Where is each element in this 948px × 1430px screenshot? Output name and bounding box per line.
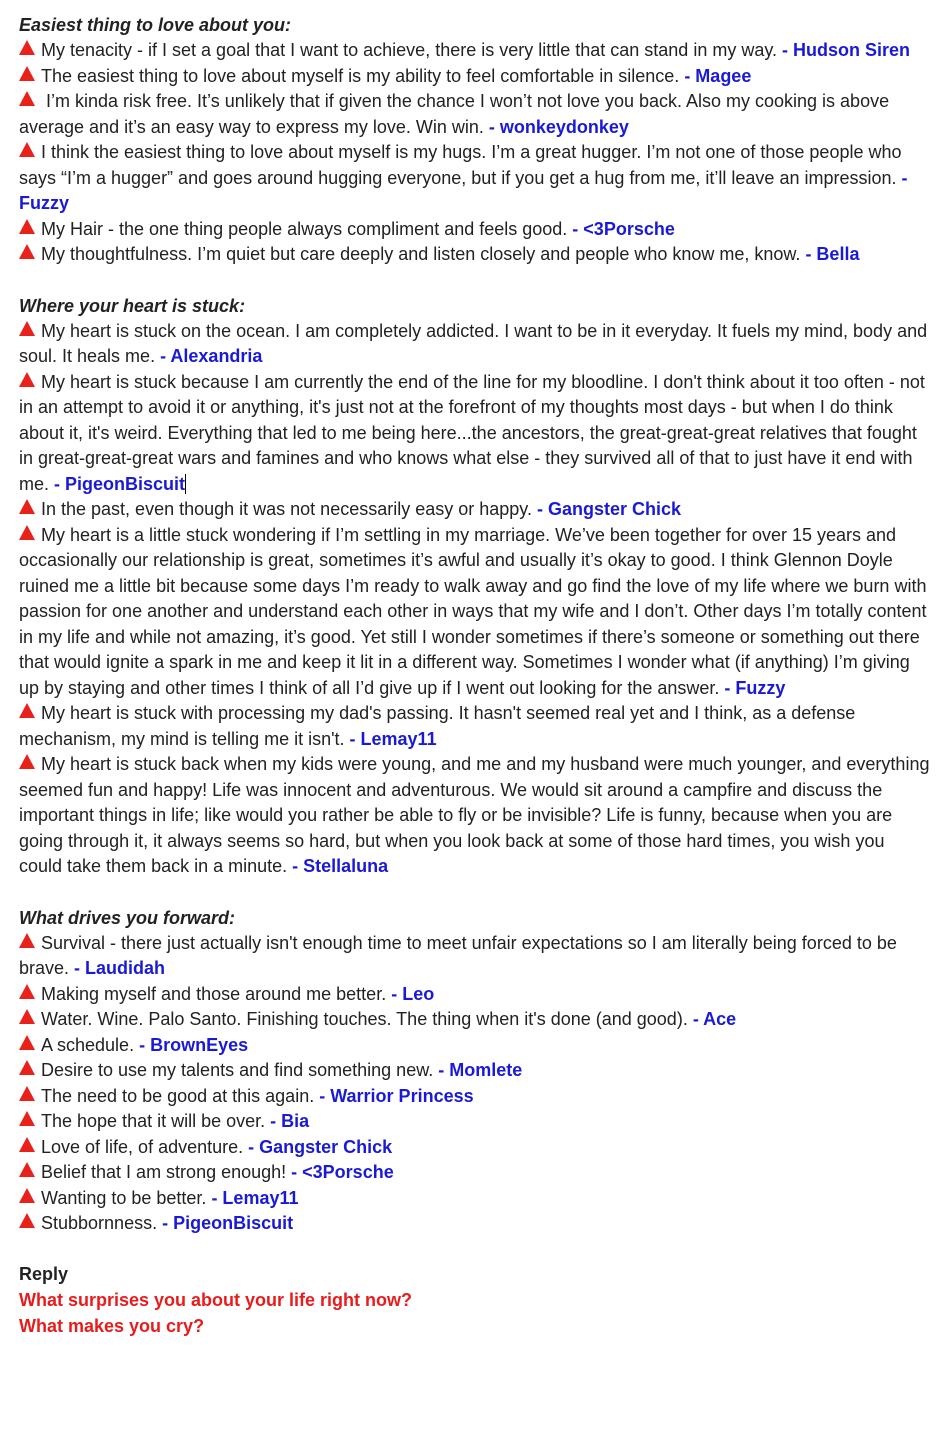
entry-text: Stubbornness.	[41, 1213, 163, 1233]
entry-text: I think the easiest thing to love about myself is my hugs. I’m a great hugger. I’m not one of those people who says “I’m a hugger” and goes around hugging everyone, but if you get a hug from me, it’ll leave an impression.	[19, 142, 902, 188]
entry-author: - Warrior Princess	[319, 1085, 474, 1106]
entry	[19, 982, 930, 1008]
entry-author: - Laudidah	[74, 958, 166, 978]
entry-text: Survival - there just actually isn't enough time to meet unfair expectations so I am literally being forced to be brave.	[19, 932, 897, 978]
entry-text: The easiest thing to love about myself is my ability to feel comfortable in silence.	[41, 65, 685, 86]
red-triangle-icon	[19, 66, 35, 81]
entry	[19, 752, 930, 880]
entry	[19, 1007, 930, 1033]
entry	[19, 523, 930, 702]
entry-text: I’m kinda risk free. It’s unlikely that if given the chance I won’t not love you back. Also my cooking is above average and it’s an easy way to express my love. Win win.	[19, 91, 890, 137]
section-heading: Where your heart is stuck:	[19, 295, 246, 316]
red-triangle-icon	[19, 1137, 35, 1152]
red-triangle-icon	[19, 1162, 35, 1177]
entry-text: Desire to use my talents and find something new.	[41, 1060, 439, 1080]
entry-text: My heart is stuck with processing my dad's passing. It hasn't seemed real yet and I think, as a defense mechanism, my mind is telling me it isn't.	[19, 703, 856, 749]
red-triangle-icon	[19, 984, 35, 999]
entry-author: - Stellaluna	[292, 856, 389, 876]
entry	[19, 1211, 930, 1237]
red-triangle-icon	[19, 1035, 35, 1050]
text-cursor	[185, 474, 186, 494]
entry-author: - Magee	[684, 65, 752, 86]
entry	[19, 319, 930, 370]
reply-question-surprises[interactable]: What surprises you about your life right now?	[19, 1289, 413, 1310]
entry	[19, 1084, 930, 1110]
entry-author: - Alexandria	[160, 346, 263, 366]
entry-author: - <3Porsche	[291, 1162, 394, 1182]
entry	[19, 89, 930, 140]
red-triangle-icon	[19, 1060, 35, 1075]
entry-author: - Lemay11	[211, 1187, 299, 1208]
red-triangle-icon	[19, 1111, 35, 1126]
red-triangle-icon	[19, 372, 35, 387]
entry-text: Making myself and those around me better.	[41, 983, 392, 1004]
entry-author: - Lemay11	[349, 728, 437, 749]
entry-text: Love of life, of adventure.	[41, 1136, 249, 1157]
red-triangle-icon	[19, 91, 35, 106]
entry-text: My thoughtfulness. I’m quiet but care deeply and listen closely and people who know me, know.	[41, 244, 806, 264]
entry-text: Wanting to be better.	[41, 1187, 212, 1208]
entry-author: - Gangster Chick	[248, 1136, 393, 1157]
red-triangle-icon	[19, 244, 35, 259]
section-spacer	[19, 880, 930, 905]
red-triangle-icon	[19, 142, 35, 157]
reply-label: Reply	[19, 1263, 69, 1284]
red-triangle-icon	[19, 933, 35, 948]
entry	[19, 1058, 930, 1084]
entry-text: The need to be good at this again.	[41, 1085, 320, 1106]
entry	[19, 140, 930, 217]
entry-author: - <3Porsche	[572, 218, 675, 239]
entry-author: - Momlete	[438, 1060, 523, 1080]
red-triangle-icon	[19, 40, 35, 55]
entry	[19, 38, 930, 64]
red-triangle-icon	[19, 1213, 35, 1228]
entry	[19, 370, 930, 498]
entry-author: - Fuzzy	[724, 677, 786, 698]
entry	[19, 64, 930, 90]
red-triangle-icon	[19, 499, 35, 514]
entry-text: My Hair - the one thing people always compliment and feels good.	[41, 218, 573, 239]
section-heading: What drives you forward:	[19, 907, 236, 928]
red-triangle-icon	[19, 754, 35, 769]
entry-text: My tenacity - if I set a goal that I want to achieve, there is very little that can stand in my way.	[41, 40, 782, 60]
entry-author: - Gangster Chick	[536, 499, 682, 519]
entry-author: - PigeonBiscuit	[162, 1213, 294, 1233]
entry	[19, 1135, 930, 1161]
sections-container	[19, 12, 930, 1237]
entry	[19, 497, 930, 523]
entry	[19, 1186, 930, 1212]
section-heading: Easiest thing to love about you:	[19, 15, 292, 35]
entry	[19, 1109, 930, 1135]
entry-text: My heart is stuck on the ocean. I am completely addicted. I want to be in it everyday. It fuels my mind, body and soul. It heals me.	[19, 320, 928, 366]
section-spacer	[19, 1237, 930, 1262]
entry-text: My heart is stuck because I am currently the end of the line for my bloodline. I don't think about it too often - not in an attempt to avoid it or anything, it's just not at the forefront of my thoughts most days - but when I do think about it, it's weird. Everything that led to me being here...the ancestors, the great-great-great relatives that fought in great-great-great wars and famines and who knows what else - they survived all of that to just have it end with me.	[19, 371, 925, 494]
red-triangle-icon	[19, 703, 35, 718]
entry	[19, 1033, 930, 1059]
entry	[19, 701, 930, 752]
entry-text: My heart is stuck back when my kids were young, and me and my husband were much younger, and everything seemed fun and happy! Life was innocent and adventurous. We would sit around a campfire and discuss the important things in life; like would you rather be able to fly or be invisible? Life is funny, because when you are going through it, it always seems so hard, but when you look back at some of those hard times, you wish you could take them back in a minute.	[19, 754, 930, 876]
entry-author: - Bia	[270, 1111, 310, 1131]
red-triangle-icon	[19, 1188, 35, 1203]
entry-author: - BrownEyes	[139, 1034, 249, 1055]
red-triangle-icon	[19, 1086, 35, 1101]
entry-text: Water. Wine. Palo Santo. Finishing touches. The thing when it's done (and good).	[41, 1009, 693, 1029]
entry-author: - Hudson Siren	[782, 40, 911, 60]
entry	[19, 1160, 930, 1186]
entry-author: - Ace	[692, 1009, 737, 1029]
entry-author: - Leo	[391, 983, 435, 1004]
entry-text: Belief that I am strong enough!	[41, 1162, 292, 1182]
entry-text: The hope that it will be over.	[41, 1111, 271, 1131]
entry-author: - Fuzzy	[19, 167, 908, 213]
entry-author: - Bella	[805, 244, 860, 264]
entry	[19, 217, 930, 243]
red-triangle-icon	[19, 321, 35, 336]
red-triangle-icon	[19, 219, 35, 234]
red-triangle-icon	[19, 525, 35, 540]
entry-text: A schedule.	[41, 1034, 140, 1055]
section-spacer	[19, 268, 930, 293]
entry	[19, 242, 930, 268]
entry-text: In the past, even though it was not necessarily easy or happy.	[41, 499, 537, 519]
entry-author: - PigeonBiscuit	[54, 473, 186, 494]
entry-text: My heart is a little stuck wondering if I’m settling in my marriage. We’ve been together for over 15 years and occasionally our relationship is great, sometimes it’s awful and usually it’s okay to good. I think Glennon Doyle ruined me a little bit because some days I’m ready to walk away and go find the love of my life where we burn with passion for one another and understand each other in ways that my wife and I don’t. Other days I’m totally content in my life and while not amazing, it’s good. Yet still I wonder sometimes if there’s someone or something out there that would ignite a spark in me and keep it lit in a different way. Sometimes I wonder what (if anything) I’m giving up by staying and other times I think of all I’d give up if I went out looking for the answer.	[19, 524, 927, 698]
red-triangle-icon	[19, 1009, 35, 1024]
entry	[19, 931, 930, 982]
reply-question-cry[interactable]: What makes you cry?	[19, 1315, 205, 1336]
entry-author: - wonkeydonkey	[488, 116, 629, 137]
